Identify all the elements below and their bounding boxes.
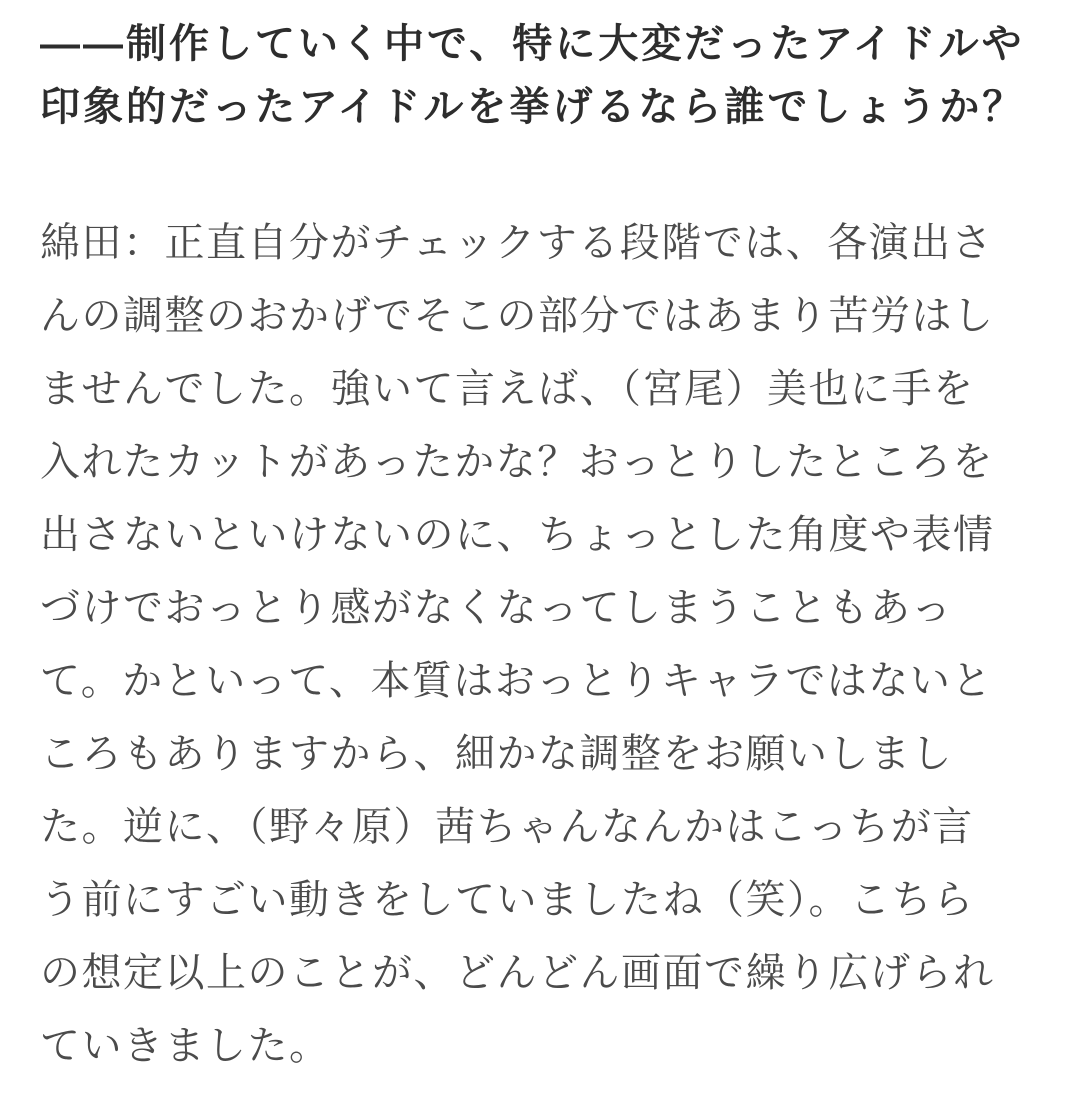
answer-line: 入れたカットがあったかな？おっとりしたところを [40, 440, 994, 484]
answer-line: て。かといって、本質はおっとりキャラではないと [40, 659, 993, 703]
answer-line: 綿田：正直自分がチェックする段階では、各演出さ [40, 221, 994, 265]
answer-line: ころもありますから、細かな調整をお願いしまし [40, 732, 953, 776]
answer-line: 出さないといけないのに、ちょっとした角度や表情 [40, 513, 995, 557]
interview-answer-paragraph [40, 207, 1040, 1083]
interview-question-heading [40, 13, 1040, 139]
heading-line: 印象的だったアイドルを挙げるなら誰でしょうか？ [40, 85, 1026, 129]
answer-line: の想定以上のことが、どんどん画面で繰り広げられ [40, 951, 995, 995]
answer-line: ていきました。 [40, 1024, 331, 1068]
answer-line: ませんでした。強いて言えば、（宮尾）美也に手を [40, 367, 975, 411]
answer-line: づけでおっとり感がなくなってしまうこともあっ [40, 586, 953, 630]
heading-line: ――制作していく中で、特に大変だったアイドルや [40, 22, 1025, 66]
answer-line: う前にすごい動きをしていましたね（笑）。こちら [40, 878, 975, 922]
answer-line: た。逆に、（野々原）茜ちゃんなんかはこっちが言 [40, 805, 974, 849]
answer-line: んの調整のおかげでそこの部分ではあまり苦労はし [40, 294, 995, 338]
